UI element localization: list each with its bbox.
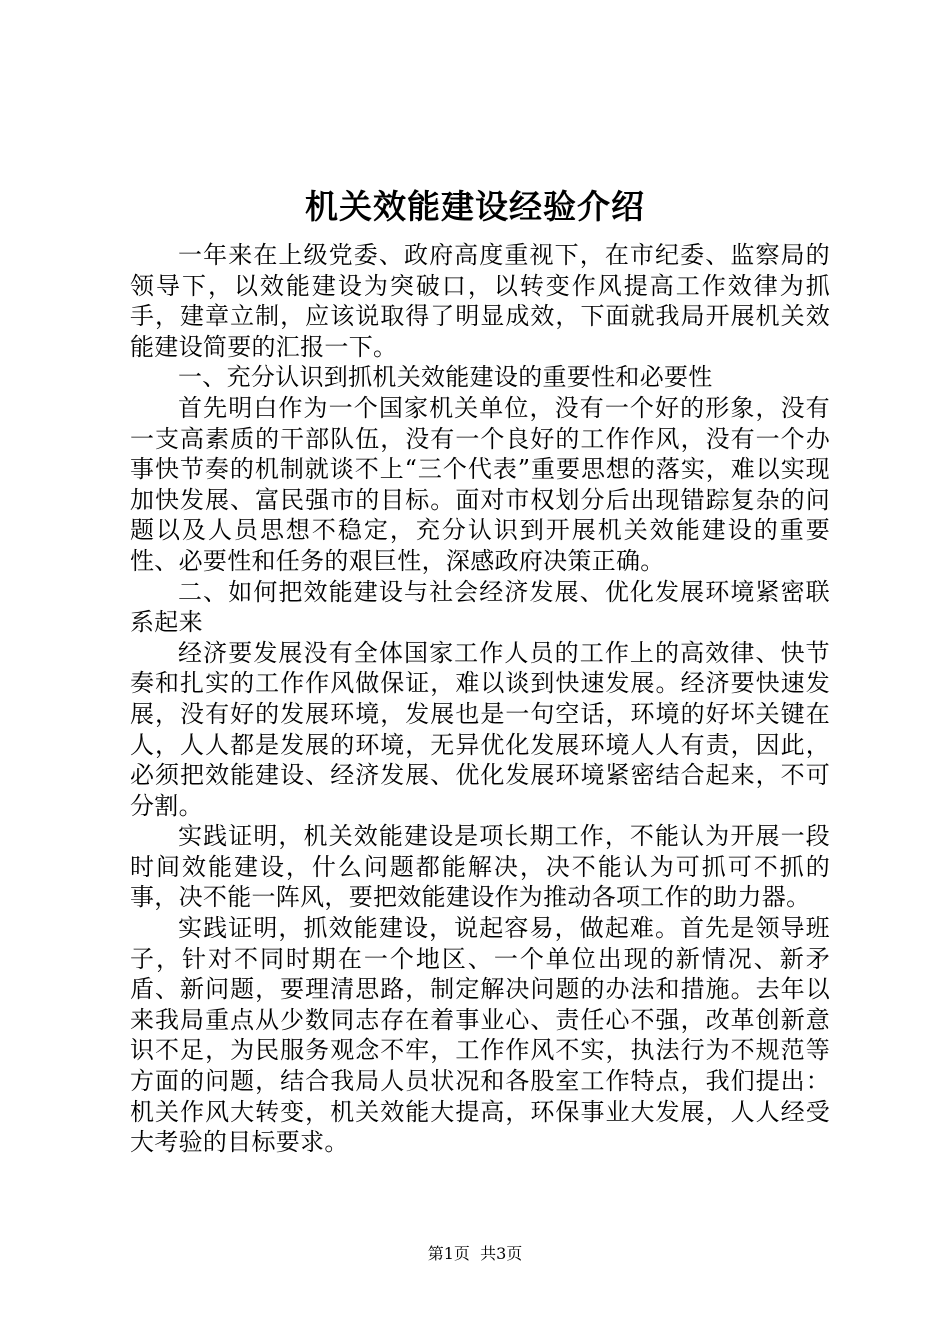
document-title: 机关效能建设经验介绍 <box>305 187 645 226</box>
document-body <box>130 240 830 1158</box>
paragraph-practice-2: 实践证明，抓效能建设，说起容易，做起难。首先是领导班子，针对不同时期在一个地区、一个单位出现的新情况、新矛盾、新问题，要理清思路，制定解决问题的办法和措施。去年以来我局重点从少数同志存在着事业心、责任心不强，改革创新意识不足，为民服务观念不牢，工作作风不实，执法行为不规范等方面的问题，结合我局人员状况和各股室工作特点，我们提出：机关作风大转变，机关效能大提高，环保事业大发展，人人经受大考验的目标要求。 <box>130 914 830 1157</box>
paragraph-practice-1: 实践证明，机关效能建设是项长期工作，不能认为开展一段时间效能建设，什么问题都能解决，决不能认为可抓可不抓的事，决不能一阵风，要把效能建设作为推动各项工作的助力器。 <box>130 822 830 912</box>
page-footer <box>0 1244 950 1264</box>
paragraph-intro: 一年来在上级党委、政府高度重视下，在市纪委、监察局的领导下，以效能建设为突破口，以转变作风提高工作效律为抓手，建章立制，应该说取得了明显成效，下面就我局开展机关效能建设简要的汇报一下。 <box>130 241 830 361</box>
page-number: 第1页 共3页 <box>427 1244 523 1263</box>
paragraph-section-2: 经济要发展没有全体国家工作人员的工作上的高效律、快节奏和扎实的工作作风做保证，难以谈到快速发展。经济要快速发展，没有好的发展环境，发展也是一句空话，环境的好坏关键在人，人人都是发展的环境，无异优化发展环境人人有责，因此，必须把效能建设、经济发展、优化发展环境紧密结合起来，不可分割。 <box>130 638 830 820</box>
section-heading-1: 一、充分认识到抓机关效能建设的重要性和必要性 <box>178 363 713 392</box>
paragraph-section-1: 首先明白作为一个国家机关单位，没有一个好的形象，没有一支高素质的干部队伍，没有一个良好的工作作风，没有一个办事快节奏的机制就谈不上“三个代表”重要思想的落实，难以实现加快发展、富民强市的目标。面对市权划分后出现错踪复杂的问题以及人员思想不稳定，充分认识到开展机关效能建设的重要性、必要性和任务的艰巨性，深感政府决策正确。 <box>130 393 830 575</box>
section-heading-2: 二、如何把效能建设与社会经济发展、优化发展环境紧密联系起来 <box>130 577 830 637</box>
